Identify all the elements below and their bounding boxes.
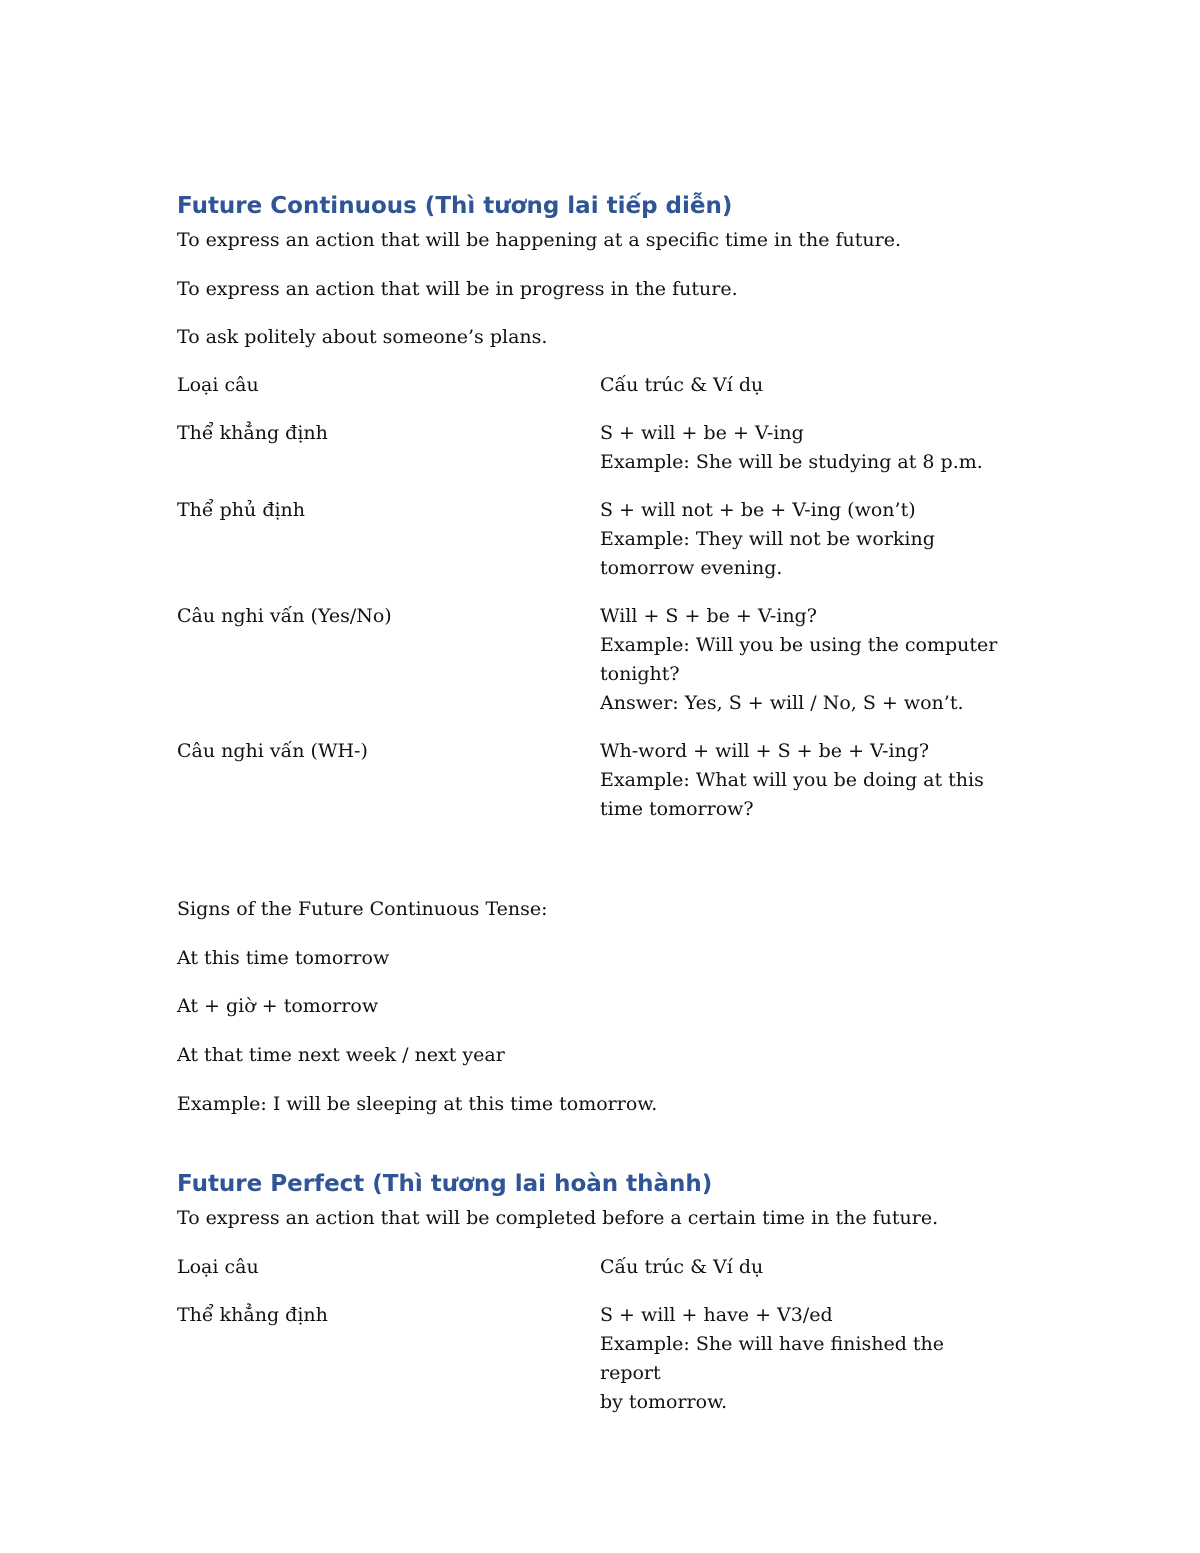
table-header-row xyxy=(177,371,1007,400)
column-header-structure: Cấu trúc & Ví dụ xyxy=(600,1256,764,1278)
column-header-type: Loại câu xyxy=(177,1256,259,1278)
sentence-type-cell: Thể khẳng định xyxy=(177,422,328,444)
usage-line: To express an action that will be happening at a specific time in the future. xyxy=(177,229,902,251)
usage-line: To express an action that will be completed before a certain time in the future. xyxy=(177,1207,939,1229)
structure-line: Wh-word + will + S + be + V-ing? xyxy=(600,740,930,762)
sentence-type-cell: Câu nghi vấn (WH-) xyxy=(177,740,368,762)
section-heading-future-continuous: Future Continuous (Thì tương lai tiếp diễn) xyxy=(177,193,733,219)
sign-item: At that time next week / next year xyxy=(177,1044,505,1066)
structure-line: Example: She will be studying at 8 p.m. xyxy=(600,451,983,473)
sentence-type-cell: Câu nghi vấn (Yes/No) xyxy=(177,605,392,627)
structure-line: Answer: Yes, S + will / No, S + won’t. xyxy=(600,692,964,714)
structure-line: Example: They will not be working xyxy=(600,528,935,550)
structure-line: time tomorrow? xyxy=(600,798,754,820)
sentence-type-cell: Thể phủ định xyxy=(177,499,306,521)
structure-cell xyxy=(600,496,1000,583)
usage-line: To ask politely about someone’s plans. xyxy=(177,326,548,348)
structure-line: by tomorrow. xyxy=(600,1391,728,1413)
structure-line: Example: What will you be doing at this xyxy=(600,769,984,791)
column-header-type: Loại câu xyxy=(177,374,259,396)
structure-table-future-continuous xyxy=(177,371,1007,843)
structure-line: Will + S + be + V-ing? xyxy=(600,605,817,627)
example-sentence: Example: I will be sleeping at this time tomorrow. xyxy=(177,1093,658,1115)
table-row xyxy=(177,1301,1007,1417)
structure-cell xyxy=(600,419,1000,477)
structure-line: tonight? xyxy=(600,663,680,685)
table-header-row xyxy=(177,1253,1007,1282)
structure-line: S + will not + be + V-ing (won’t) xyxy=(600,499,916,521)
structure-line: S + will + be + V-ing xyxy=(600,422,804,444)
sign-item: At + giờ + tomorrow xyxy=(177,995,379,1017)
section-heading-future-perfect: Future Perfect (Thì tương lai hoàn thành) xyxy=(177,1171,713,1197)
table-row xyxy=(177,496,1007,583)
sentence-type-cell: Thể khẳng định xyxy=(177,1304,328,1326)
structure-cell xyxy=(600,737,1000,824)
table-row xyxy=(177,602,1007,718)
structure-cell xyxy=(600,602,1000,718)
structure-line: S + will + have + V3/ed xyxy=(600,1304,833,1326)
signs-title: Signs of the Future Continuous Tense: xyxy=(177,898,548,920)
structure-cell xyxy=(600,1301,1000,1417)
structure-line: Example: Will you be using the computer xyxy=(600,634,998,656)
usage-line: To express an action that will be in progress in the future. xyxy=(177,278,738,300)
sign-item: At this time tomorrow xyxy=(177,947,390,969)
structure-line: tomorrow evening. xyxy=(600,557,783,579)
table-row xyxy=(177,737,1007,824)
structure-line: Example: She will have finished the report xyxy=(600,1333,945,1384)
column-header-structure: Cấu trúc & Ví dụ xyxy=(600,374,764,396)
table-row xyxy=(177,419,1007,477)
structure-table-future-perfect xyxy=(177,1253,1007,1436)
